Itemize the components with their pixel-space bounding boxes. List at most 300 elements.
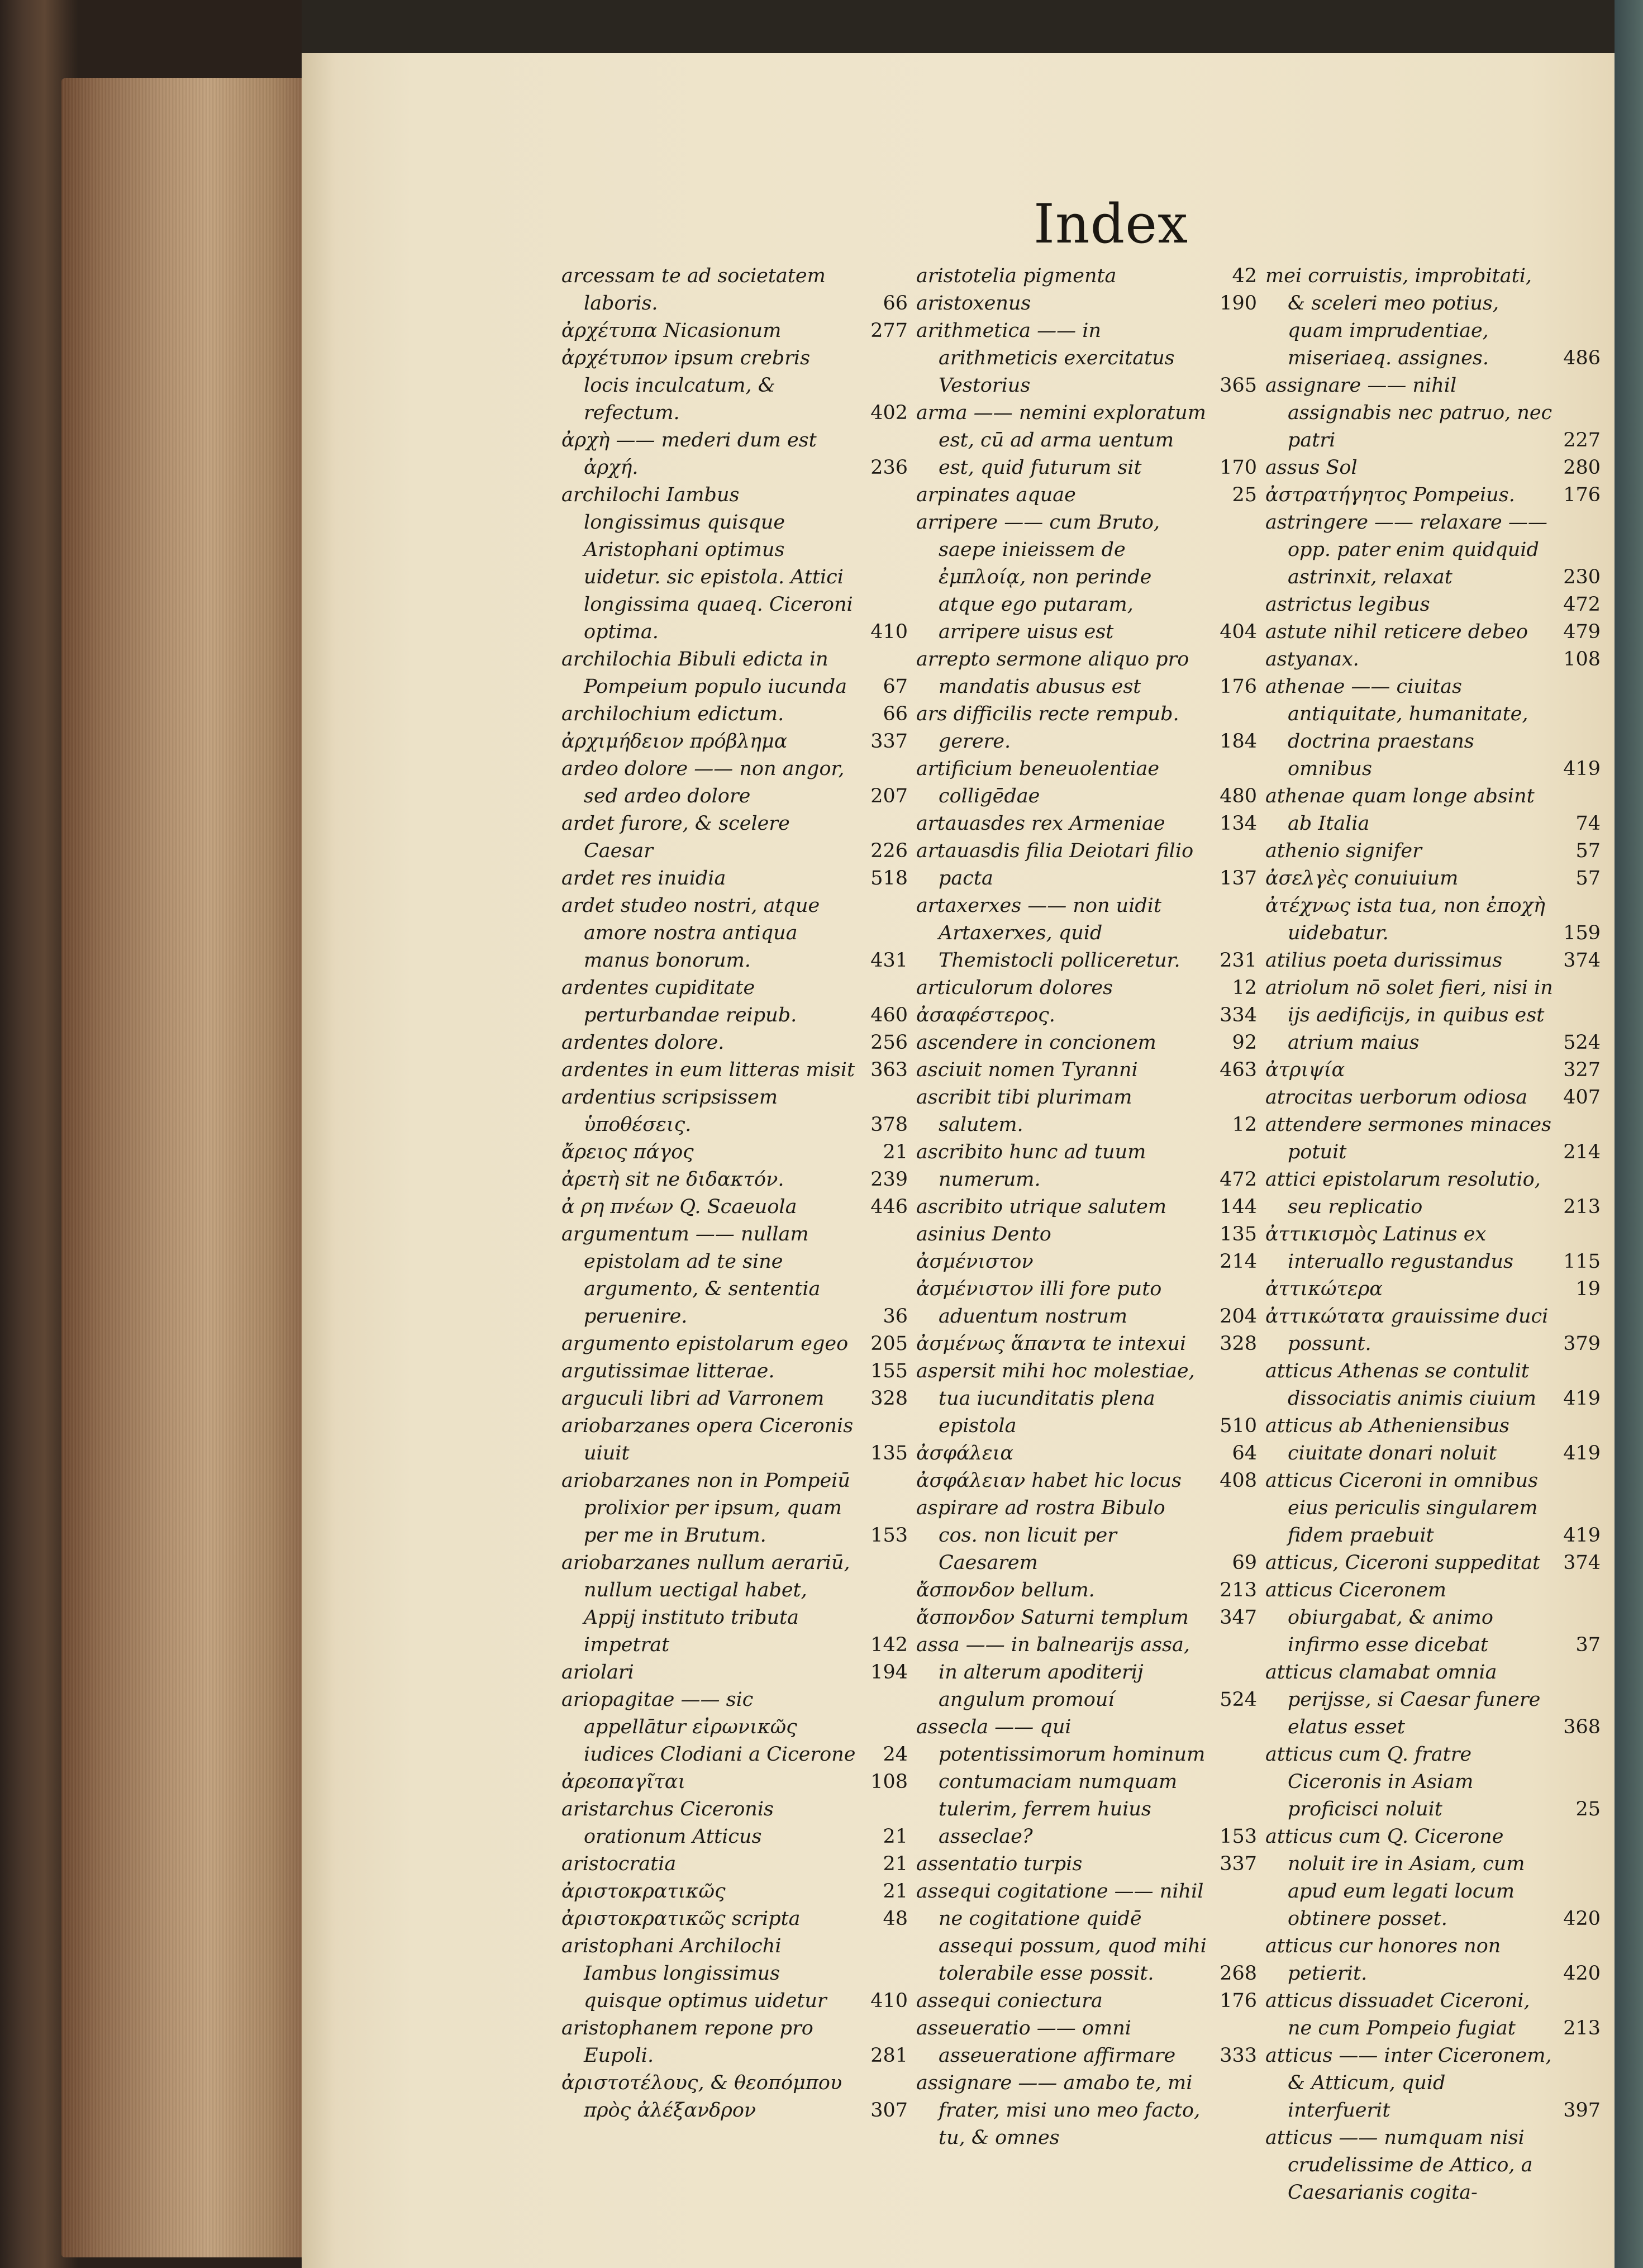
index-page-number: 21 <box>883 1825 908 1848</box>
index-term: ἀρεοπαγῖται <box>561 1771 686 1793</box>
index-entry <box>561 1057 908 1084</box>
index-term: ardeo dolore —— non angor, sed ardeo dolore <box>561 758 845 807</box>
page-fore-edge <box>61 78 307 2257</box>
index-page-number: 66 <box>883 292 908 315</box>
index-page-number: 57 <box>1575 840 1601 862</box>
index-term: astrictus legibus <box>1265 593 1430 616</box>
index-entry <box>561 755 908 810</box>
index-entry <box>916 1495 1257 1577</box>
index-page-number: 410 <box>870 1990 908 2012</box>
index-entry <box>561 1358 908 1385</box>
index-entry <box>561 2070 908 2124</box>
index-page-number: 134 <box>1220 812 1257 835</box>
index-entry <box>916 1878 1257 1988</box>
index-term: argumentum —— nullam epistolam ad te sine argumento, & sententia peruenire. <box>561 1223 821 1328</box>
index-entry <box>916 1139 1257 1194</box>
index-entry <box>1265 2124 1601 2207</box>
index-term: ἀ ρη πνέων Q. Scaeuola <box>561 1196 797 1218</box>
index-entry <box>1265 865 1601 892</box>
index-term: ariopagitae —— sic appellātur εἰρωνικῶς iudices Clodiani a Cicerone <box>561 1689 856 1766</box>
index-entry <box>561 427 908 482</box>
index-entry <box>1265 1111 1601 1166</box>
index-entry <box>1265 673 1601 783</box>
index-page-number: 379 <box>1563 1333 1601 1355</box>
index-term: ἄρειος πάγος <box>561 1141 694 1163</box>
index-page-number: 368 <box>1563 1716 1601 1738</box>
index-entry <box>916 1029 1257 1057</box>
index-page-number: 431 <box>870 949 908 972</box>
index-page-number: 204 <box>1220 1305 1257 1328</box>
index-page-number: 12 <box>1232 1114 1257 1136</box>
index-page-number: 66 <box>883 703 908 725</box>
index-term: ἀσελγὲς conuiuium <box>1265 867 1459 890</box>
index-term: aristophanem repone pro Eupoli. <box>561 2017 813 2067</box>
index-entry <box>1265 1741 1601 1823</box>
index-entry <box>916 1851 1257 1878</box>
index-term: aspersit mihi hoc molestiae, tua iucunditatis plena epistola <box>916 1360 1195 1437</box>
index-entry <box>561 1549 908 1659</box>
index-entry <box>916 2015 1257 2070</box>
index-term: assa —— in balnearijs assa, in alterum apoditerij angulum promouí <box>916 1634 1190 1711</box>
index-page-number: 402 <box>870 402 908 424</box>
index-page-number: 404 <box>1220 621 1257 643</box>
index-page-number: 226 <box>870 840 908 862</box>
index-term: atticus Ciceroni in omnibus eius periculis singularem fidem praebuit <box>1265 1470 1539 1547</box>
index-page-number: 230 <box>1563 566 1601 588</box>
index-page-number: 328 <box>1220 1333 1257 1355</box>
index-entry <box>916 1577 1257 1604</box>
index-page-number: 155 <box>870 1360 908 1382</box>
index-term: ἄσπονδον bellum. <box>916 1579 1095 1601</box>
index-page-number: 518 <box>870 867 908 890</box>
index-page-number: 21 <box>883 1853 908 1875</box>
index-page-number: 12 <box>1232 977 1257 999</box>
index-page-number: 420 <box>1563 1962 1601 1985</box>
index-page-number: 190 <box>1220 292 1257 315</box>
index-entry <box>561 1084 908 1139</box>
index-term: aristocratia <box>561 1853 677 1875</box>
index-page-number: 337 <box>1220 1853 1257 1875</box>
index-entry <box>561 1905 908 1933</box>
index-page-number: 333 <box>1220 2044 1257 2067</box>
index-page-number: 67 <box>883 676 908 698</box>
index-page-number: 57 <box>1575 867 1601 890</box>
index-term: atticus, Ciceroni suppeditat <box>1265 1552 1541 1574</box>
index-entry <box>916 892 1257 974</box>
index-page-number: 108 <box>1563 648 1601 671</box>
index-term: assentatio turpis <box>916 1853 1083 1875</box>
index-term: atticus clamabat omnia perijsse, si Caesar funere elatus esset <box>1265 1661 1541 1738</box>
index-entry <box>561 1796 908 1851</box>
index-term: argumento epistolarum egeo <box>561 1333 849 1355</box>
index-page-number: 472 <box>1563 593 1601 616</box>
index-page-number: 21 <box>883 1141 908 1163</box>
index-page-number: 280 <box>1563 457 1601 479</box>
index-page-number: 37 <box>1575 1634 1601 1656</box>
index-entry <box>916 1330 1257 1358</box>
index-entry <box>561 646 908 701</box>
index-entry <box>561 728 908 755</box>
index-entry <box>1265 2042 1601 2124</box>
index-term: ardentes in eum litteras misit <box>561 1059 855 1081</box>
index-entry <box>1265 646 1601 673</box>
index-term: ἀσφάλεια <box>916 1442 1013 1465</box>
index-page-number: 176 <box>1563 484 1601 506</box>
index-entry <box>1265 1823 1601 1933</box>
index-entry <box>1265 454 1601 482</box>
index-entry <box>561 1659 908 1686</box>
index-entry <box>916 482 1257 509</box>
index-entry <box>561 263 908 317</box>
index-entry <box>916 1988 1257 2015</box>
index-page-number: 142 <box>870 1634 908 1656</box>
index-entry <box>561 1413 908 1467</box>
index-entry <box>561 482 908 646</box>
index-term: athenae quam longe absint ab Italia <box>1265 785 1535 835</box>
index-page-number: 69 <box>1232 1552 1257 1574</box>
index-page-number: 135 <box>870 1442 908 1465</box>
index-page-number: 446 <box>870 1196 908 1218</box>
index-term: atticus Athenas se contulit dissociatis animis ciuium <box>1265 1360 1536 1410</box>
index-entry <box>916 646 1257 701</box>
index-page-number: 337 <box>870 730 908 753</box>
index-term: ἀσμένιστον <box>916 1251 1034 1273</box>
index-term: ἀρχὴ —— mederi dum est ἀρχή. <box>561 429 817 479</box>
index-page-number: 524 <box>1220 1689 1257 1711</box>
index-term: athenio signifer <box>1265 840 1422 862</box>
index-term: aristoxenus <box>916 292 1031 315</box>
index-entry <box>1265 838 1601 865</box>
index-entry <box>916 755 1257 810</box>
index-term: arma —— nemini exploratum est, cū ad arma uentum est, quid futurum sit <box>916 402 1206 479</box>
index-term: atticus —— inter Ciceronem, & Atticum, quid interfuerit <box>1265 2044 1552 2122</box>
index-term: arripere —— cum Bruto, saepe inieissem de ἐμπλοίᾳ, non perinde atque ego putaram, arripere uisus est <box>916 511 1160 643</box>
index-entry <box>561 1330 908 1358</box>
index-term: athenae —— ciuitas antiquitate, humanitate, doctrina praestans omnibus <box>1265 676 1528 780</box>
index-entry <box>916 1194 1257 1221</box>
index-page-number: 159 <box>1563 922 1601 944</box>
index-entry <box>561 1467 908 1549</box>
index-page-number: 510 <box>1220 1415 1257 1437</box>
index-term: ἀττικώτερα <box>1265 1278 1383 1300</box>
index-term: ascribito hunc ad tuum numerum. <box>916 1141 1146 1191</box>
index-page-number: 24 <box>883 1743 908 1766</box>
index-page-number: 268 <box>1220 1962 1257 1985</box>
index-term: atticus cum Q. Cicerone noluit ire in Asiam, cum apud eum legati locum obtinere posset. <box>1265 1825 1525 1930</box>
index-term: atrocitas uerborum odiosa <box>1265 1086 1528 1109</box>
index-entry <box>561 1851 908 1878</box>
index-page-number: 524 <box>1563 1031 1601 1054</box>
index-term: assequi coniectura <box>916 1990 1103 2012</box>
index-page-number: 64 <box>1232 1442 1257 1465</box>
index-term: ἀρχέτυπον ipsum crebris locis inculcatum, & refectum. <box>561 347 811 424</box>
index-term: assecla —— qui potentissimorum hominum contumaciam numquam tulerim, ferrem huius asseclae? <box>916 1716 1206 1848</box>
index-entry <box>916 509 1257 646</box>
index-term: assignare —— amabo te, mi frater, misi uno meo facto, tu, & omnes <box>916 2072 1201 2149</box>
index-entry <box>916 701 1257 755</box>
index-page-number: 460 <box>870 1004 908 1026</box>
index-term: asseueratio —— omni asseueratione affirmare <box>916 2017 1176 2067</box>
index-term: ἀσαφέστερος. <box>916 1004 1055 1026</box>
index-entry <box>1265 1413 1601 1467</box>
index-term: ascribit tibi plurimam salutem. <box>916 1086 1132 1136</box>
index-page-number: 365 <box>1220 374 1257 397</box>
index-term: archilochi Iambus longissimus quisque Aristophani optimus uidetur. sic epistola. Attici longissima quaeq. Ciceroni optima. <box>561 484 853 643</box>
index-term: aristophani Archilochi Iambus longissimus quisque optimus uidetur <box>561 1935 827 2012</box>
index-entry <box>1265 1057 1601 1084</box>
index-entry <box>916 1440 1257 1467</box>
index-page-number: 36 <box>883 1305 908 1328</box>
index-term: ἀστρατήγητος Pompeius. <box>1265 484 1515 506</box>
index-entry <box>916 1604 1257 1632</box>
index-page-number: 108 <box>870 1771 908 1793</box>
index-term: aristotelia pigmenta <box>916 265 1117 287</box>
index-entry <box>1265 1221 1601 1276</box>
index-page-number: 25 <box>1575 1798 1601 1820</box>
index-term: ἀσφάλειαν habet hic locus <box>916 1470 1182 1492</box>
index-page-number: 472 <box>1220 1168 1257 1191</box>
index-page-number: 463 <box>1220 1059 1257 1081</box>
index-entry <box>916 1002 1257 1029</box>
index-entry <box>916 1057 1257 1084</box>
index-entry <box>1265 1988 1601 2042</box>
index-entry <box>1265 1084 1601 1111</box>
index-entry <box>916 317 1257 400</box>
index-page-number: 176 <box>1220 1990 1257 2012</box>
index-term: atilius poeta durissimus <box>1265 949 1503 972</box>
index-term: ἀριστοτέλους, & θεοπόμπου πρὸς ἀλέξανδρον <box>561 2072 842 2122</box>
index-page-number: 153 <box>870 1524 908 1547</box>
index-entry <box>916 1248 1257 1276</box>
index-page-number: 378 <box>870 1114 908 1136</box>
index-term: asinius Dento <box>916 1223 1051 1245</box>
index-term: ariolari <box>561 1661 634 1684</box>
index-entry <box>561 1029 908 1057</box>
index-term: ἀσμένιστον illi fore puto aduentum nostrum <box>916 1278 1162 1328</box>
index-entry <box>1265 947 1601 974</box>
index-page-number: 334 <box>1220 1004 1257 1026</box>
index-term: attici epistolarum resolutio, seu replicatio <box>1265 1168 1541 1218</box>
index-term: ἀττικισμὸς Latinus ex interuallo regustandus <box>1265 1223 1513 1273</box>
index-term: artificium beneuolentiae colligēdae <box>916 758 1160 807</box>
index-entry <box>1265 1549 1601 1577</box>
running-head: Index <box>1034 193 1189 255</box>
index-page-number: 236 <box>870 457 908 479</box>
index-page-number: 374 <box>1563 1552 1601 1574</box>
index-entry <box>1265 509 1601 591</box>
index-page-number: 397 <box>1563 2099 1601 2122</box>
index-page-number: 486 <box>1563 347 1601 369</box>
index-page-number: 347 <box>1220 1606 1257 1629</box>
index-page-number: 19 <box>1575 1278 1601 1300</box>
index-entry <box>916 290 1257 317</box>
index-page-number: 479 <box>1563 621 1601 643</box>
index-entry <box>561 2015 908 2070</box>
index-term: ἀριστοκρατικῶς scripta <box>561 1908 801 1930</box>
index-term: archilochia Bibuli edicta in Pompeium populo iucunda <box>561 648 847 698</box>
index-term: arrepto sermone aliquo pro mandatis abusus est <box>916 648 1189 698</box>
index-page-number: 227 <box>1563 429 1601 451</box>
index-entry <box>1265 372 1601 454</box>
index-page-number: 25 <box>1232 484 1257 506</box>
index-term: ardentius scripsissem ὑποθέσεις. <box>561 1086 778 1136</box>
index-page-number: 374 <box>1563 949 1601 972</box>
index-page-number: 363 <box>870 1059 908 1081</box>
index-entry <box>561 1139 908 1166</box>
index-entry <box>1265 1358 1601 1413</box>
index-page-number: 256 <box>870 1031 908 1054</box>
index-entry <box>1265 619 1601 646</box>
index-term: aspirare ad rostra Bibulo cos. non licuit per Caesarem <box>916 1497 1165 1574</box>
index-term: arpinates aquae <box>916 484 1076 506</box>
index-term: ariobarzanes opera Ciceronis uiuit <box>561 1415 854 1465</box>
index-term: ascendere in concionem <box>916 1031 1156 1054</box>
index-term: assus Sol <box>1265 457 1358 479</box>
index-term: ἀριστοκρατικῶς <box>561 1880 726 1903</box>
index-entry <box>916 263 1257 290</box>
index-entry <box>561 1933 908 2015</box>
index-page-number: 277 <box>870 320 908 342</box>
index-term: atticus cum Q. fratre Ciceronis in Asiam proficisci noluit <box>1265 1743 1474 1820</box>
index-entry <box>1265 783 1601 838</box>
index-page-number: 419 <box>1563 758 1601 780</box>
index-term: articulorum dolores <box>916 977 1113 999</box>
index-term: atticus Ciceronem obiurgabat, & animo infirmo esse dicebat <box>1265 1579 1493 1656</box>
index-term: astyanax. <box>1265 648 1359 671</box>
index-entry <box>1265 591 1601 619</box>
index-page-number: 480 <box>1220 785 1257 807</box>
index-page-number: 42 <box>1232 265 1257 287</box>
index-entry <box>1265 1577 1601 1659</box>
index-entry <box>916 1632 1257 1714</box>
index-page-number: 137 <box>1220 867 1257 890</box>
index-term: arithmetica —— in arithmeticis exercitatus Vestorius <box>916 320 1175 397</box>
index-entry <box>561 1768 908 1796</box>
index-entry <box>916 974 1257 1002</box>
index-term: ardentes cupiditate perturbandae reipub. <box>561 977 797 1026</box>
index-entry <box>916 1467 1257 1495</box>
index-term: atticus cur honores non petierit. <box>1265 1935 1501 1985</box>
index-page-number: 419 <box>1563 1524 1601 1547</box>
index-term: arcessam te ad societatem laboris. <box>561 265 826 315</box>
index-page-number: 135 <box>1220 1223 1257 1245</box>
index-page-number: 328 <box>870 1387 908 1410</box>
index-term: astute nihil reticere debeo <box>1265 621 1528 643</box>
index-term: artauasdes rex Armeniae <box>916 812 1165 835</box>
index-entry <box>916 1358 1257 1440</box>
index-page-number: 194 <box>870 1661 908 1684</box>
index-entry <box>561 1686 908 1768</box>
index-term: ἀττικώτατα grauissime duci possunt. <box>1265 1305 1549 1355</box>
index-page-number: 205 <box>870 1333 908 1355</box>
index-entry <box>916 838 1257 892</box>
index-page-number: 176 <box>1220 676 1257 698</box>
index-entry <box>561 892 908 974</box>
right-binding-edge <box>1615 0 1643 2268</box>
index-term: atticus ab Atheniensibus ciuitate donari noluit <box>1265 1415 1509 1465</box>
index-page-number: 419 <box>1563 1442 1601 1465</box>
index-entry <box>1265 1933 1601 1988</box>
index-entry <box>916 1084 1257 1139</box>
index-entry <box>561 865 908 892</box>
index-term: asciuit nomen Tyranni <box>916 1059 1138 1081</box>
index-page-number: 327 <box>1563 1059 1601 1081</box>
index-entry <box>1265 1467 1601 1549</box>
index-term: mei corruistis, improbitati, & sceleri meo potius, quam imprudentiae, miseriaeq. assignes. <box>1265 265 1532 369</box>
index-term: ars difficilis recte rempub. gerere. <box>916 703 1179 753</box>
index-term: aristarchus Ciceronis orationum Atticus <box>561 1798 774 1848</box>
index-page-number: 407 <box>1563 1086 1601 1109</box>
index-page-number: 115 <box>1563 1251 1601 1273</box>
index-term: ἀρχέτυπα Nicasionum <box>561 320 782 342</box>
index-entry <box>561 701 908 728</box>
index-page-number: 213 <box>1563 1196 1601 1218</box>
index-term: ardet furore, & scelere Caesar <box>561 812 790 862</box>
index-entry <box>916 1714 1257 1851</box>
index-term: astringere —— relaxare —— opp. pater enim quidquid astrinxit, relaxat <box>1265 511 1547 588</box>
index-term: ariobarzanes non in Pompeiū prolixior per ipsum, quam per me in Brutum. <box>561 1470 850 1547</box>
index-column-right <box>1265 263 1601 2207</box>
index-page-number: 74 <box>1575 812 1601 835</box>
index-page-number: 184 <box>1220 730 1257 753</box>
index-entry <box>1265 974 1601 1057</box>
index-entry <box>561 1878 908 1905</box>
index-term: ardentes dolore. <box>561 1031 725 1054</box>
index-entry <box>561 1166 908 1194</box>
index-term: assequi cogitatione —— nihil ne cogitatione quidē assequi possum, quod mihi tolerabile esse possit. <box>916 1880 1207 1985</box>
index-entry <box>1265 1166 1601 1221</box>
index-term: ἄσπονδον Saturni templum <box>916 1606 1189 1629</box>
index-entry <box>916 810 1257 838</box>
index-term: ἀρχιμήδειον πρόβλημα <box>561 730 788 753</box>
index-page-number: 213 <box>1563 2017 1601 2039</box>
index-entry <box>561 974 908 1029</box>
index-page-number: 207 <box>870 785 908 807</box>
index-term: atticus —— numquam nisi crudelissime de Attico, a Caesarianis cogita- <box>1265 2127 1533 2204</box>
index-page-number: 213 <box>1220 1579 1257 1601</box>
index-column-left <box>561 263 908 2124</box>
index-term: archilochium edictum. <box>561 703 784 725</box>
index-page-number: 214 <box>1220 1251 1257 1273</box>
index-term: ἀρετὴ sit ne διδακτόν. <box>561 1168 784 1191</box>
index-entry <box>916 1221 1257 1248</box>
index-term: ariobarzanes nullum aerariū, nullum uectigal habet, Appij instituto tributa impetrat <box>561 1552 850 1656</box>
index-entry <box>1265 1276 1601 1303</box>
index-term: ἀτριψία <box>1265 1059 1345 1081</box>
index-entry <box>561 810 908 865</box>
index-entry <box>916 2070 1257 2152</box>
index-page-number: 48 <box>883 1908 908 1930</box>
index-term: ardet res inuidia <box>561 867 726 890</box>
index-page-number: 419 <box>1563 1387 1601 1410</box>
index-page-number: 231 <box>1220 949 1257 972</box>
index-page-number: 420 <box>1563 1908 1601 1930</box>
index-entry <box>561 345 908 427</box>
index-entry <box>1265 1659 1601 1741</box>
index-entry <box>1265 1303 1601 1358</box>
index-page-number: 144 <box>1220 1196 1257 1218</box>
index-term: ardet studeo nostri, atque amore nostra antiqua manus bonorum. <box>561 895 820 972</box>
index-page-number: 170 <box>1220 457 1257 479</box>
index-entry <box>561 317 908 345</box>
index-page-number: 307 <box>870 2099 908 2122</box>
index-term: arguculi libri ad Varronem <box>561 1387 825 1410</box>
index-page-number: 153 <box>1220 1825 1257 1848</box>
index-page-number: 21 <box>883 1880 908 1903</box>
index-page-number: 408 <box>1220 1470 1257 1492</box>
index-page-number: 239 <box>870 1168 908 1191</box>
index-entry <box>561 1221 908 1330</box>
